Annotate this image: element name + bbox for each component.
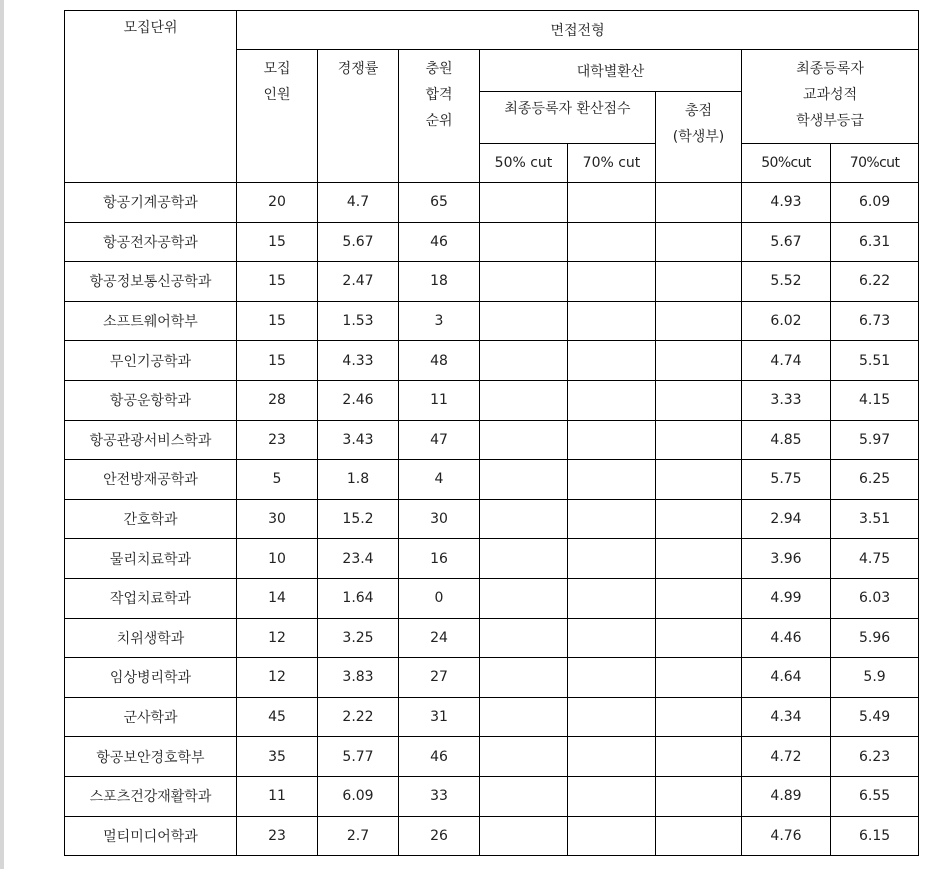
cell-g50: 5.75	[742, 460, 831, 500]
table-row	[65, 499, 919, 539]
cell-g50: 4.64	[742, 658, 831, 698]
cell-g70: 6.31	[831, 222, 919, 262]
cell-g70: 6.23	[831, 737, 919, 777]
header-final-score: 최종등록자 환산점수	[480, 92, 656, 144]
cell-empty	[568, 301, 656, 341]
cell-dept: 항공관광서비스학과	[65, 420, 237, 460]
cell-rank: 30	[399, 499, 480, 539]
cell-quota: 28	[237, 380, 318, 420]
cell-rate: 5.77	[318, 737, 399, 777]
cell-rank: 11	[399, 380, 480, 420]
cell-empty	[656, 697, 742, 737]
header-waitlist	[399, 50, 480, 183]
cell-empty	[568, 539, 656, 579]
cell-dept: 물리치료학과	[65, 539, 237, 579]
cell-quota: 15	[237, 341, 318, 381]
table-row	[65, 539, 919, 579]
cell-dept: 항공보안경호학부	[65, 737, 237, 777]
header-unit: 모집단위	[65, 11, 237, 183]
cell-empty	[656, 262, 742, 302]
cell-empty	[480, 380, 568, 420]
header-interview: 면접전형	[237, 11, 919, 50]
cell-empty	[568, 816, 656, 856]
cell-empty	[480, 578, 568, 618]
header-waitlist-line3: 순위	[425, 113, 453, 129]
cell-rate: 1.53	[318, 301, 399, 341]
cell-rate: 3.83	[318, 658, 399, 698]
cell-dept: 항공운항학과	[65, 380, 237, 420]
cell-empty	[656, 301, 742, 341]
cell-quota: 10	[237, 539, 318, 579]
cell-empty	[480, 420, 568, 460]
cell-empty	[480, 737, 568, 777]
cell-empty	[480, 697, 568, 737]
cell-empty	[568, 776, 656, 816]
left-border-strip	[0, 0, 4, 869]
cell-g50: 5.67	[742, 222, 831, 262]
header-waitlist-line2: 합격	[425, 87, 453, 103]
cell-g50: 6.02	[742, 301, 831, 341]
cell-empty	[656, 658, 742, 698]
cell-empty	[656, 183, 742, 223]
cell-rank: 46	[399, 222, 480, 262]
cell-rate: 1.64	[318, 578, 399, 618]
table-row	[65, 776, 919, 816]
cell-empty	[480, 183, 568, 223]
cell-empty	[480, 658, 568, 698]
cell-dept: 무인기공학과	[65, 341, 237, 381]
cell-empty	[480, 499, 568, 539]
cell-g70: 6.22	[831, 262, 919, 302]
cell-g50: 4.46	[742, 618, 831, 658]
cell-quota: 11	[237, 776, 318, 816]
cell-rank: 33	[399, 776, 480, 816]
cell-g70: 6.03	[831, 578, 919, 618]
cell-rank: 65	[399, 183, 480, 223]
cell-empty	[568, 499, 656, 539]
cell-g50: 4.85	[742, 420, 831, 460]
cell-rank: 48	[399, 341, 480, 381]
cell-quota: 12	[237, 658, 318, 698]
cell-rank: 4	[399, 460, 480, 500]
table-row	[65, 380, 919, 420]
header-total-line2: (학생부)	[672, 129, 725, 145]
cell-quota: 15	[237, 262, 318, 302]
header-cut70: 70% cut	[568, 144, 656, 183]
cell-g50: 4.99	[742, 578, 831, 618]
cell-empty	[480, 539, 568, 579]
cell-empty	[656, 776, 742, 816]
cell-quota: 20	[237, 183, 318, 223]
cell-g70: 5.9	[831, 658, 919, 698]
cell-g50: 3.33	[742, 380, 831, 420]
header-waitlist-line1: 충원	[425, 61, 453, 77]
header-final-grade-line2: 교과성적	[803, 87, 858, 103]
cell-g50: 4.89	[742, 776, 831, 816]
header-final-grade-line3: 학생부등급	[796, 113, 864, 129]
table-row	[65, 697, 919, 737]
cell-empty	[568, 578, 656, 618]
table-row	[65, 420, 919, 460]
header-total	[656, 92, 742, 183]
cell-empty	[656, 380, 742, 420]
cell-g70: 5.49	[831, 697, 919, 737]
cell-empty	[656, 737, 742, 777]
cell-rate: 23.4	[318, 539, 399, 579]
table-row	[65, 262, 919, 302]
table-row	[65, 301, 919, 341]
header-quota-line2: 인원	[263, 87, 291, 103]
cell-dept: 소프트웨어학부	[65, 301, 237, 341]
header-quota-line1: 모집	[263, 61, 291, 77]
cell-dept: 항공기계공학과	[65, 183, 237, 223]
cell-empty	[568, 380, 656, 420]
cell-empty	[480, 816, 568, 856]
cell-dept: 간호학과	[65, 499, 237, 539]
table-row	[65, 578, 919, 618]
cell-empty	[568, 618, 656, 658]
cell-dept: 임상병리학과	[65, 658, 237, 698]
cell-empty	[568, 737, 656, 777]
cell-g70: 6.25	[831, 460, 919, 500]
cell-g50: 5.52	[742, 262, 831, 302]
cell-dept: 군사학과	[65, 697, 237, 737]
cell-empty	[568, 460, 656, 500]
header-grade50: 50%cut	[742, 144, 831, 183]
table-row	[65, 658, 919, 698]
cell-g50: 4.93	[742, 183, 831, 223]
cell-g50: 2.94	[742, 499, 831, 539]
cell-quota: 15	[237, 301, 318, 341]
cell-g50: 4.74	[742, 341, 831, 381]
cell-empty	[656, 460, 742, 500]
cell-g70: 5.97	[831, 420, 919, 460]
cell-empty	[656, 499, 742, 539]
cell-empty	[568, 341, 656, 381]
cell-empty	[568, 420, 656, 460]
table-row	[65, 460, 919, 500]
cell-g70: 6.55	[831, 776, 919, 816]
cell-empty	[568, 697, 656, 737]
cell-rank: 26	[399, 816, 480, 856]
cell-g70: 3.51	[831, 499, 919, 539]
cell-quota: 35	[237, 737, 318, 777]
cell-rank: 18	[399, 262, 480, 302]
header-grade70: 70%cut	[831, 144, 919, 183]
cell-rate: 2.47	[318, 262, 399, 302]
cell-empty	[656, 578, 742, 618]
cell-rank: 24	[399, 618, 480, 658]
cell-g70: 5.96	[831, 618, 919, 658]
cell-rank: 31	[399, 697, 480, 737]
header-final-grade	[742, 50, 919, 144]
cell-g70: 6.73	[831, 301, 919, 341]
cell-quota: 14	[237, 578, 318, 618]
cell-dept: 스포츠건강재활학과	[65, 776, 237, 816]
cell-g70: 4.75	[831, 539, 919, 579]
cell-g50: 4.72	[742, 737, 831, 777]
cell-empty	[480, 222, 568, 262]
cell-rate: 4.7	[318, 183, 399, 223]
cell-quota: 45	[237, 697, 318, 737]
cell-g70: 4.15	[831, 380, 919, 420]
table-row	[65, 183, 919, 223]
cell-g50: 4.76	[742, 816, 831, 856]
cell-quota: 5	[237, 460, 318, 500]
cell-empty	[568, 658, 656, 698]
cell-empty	[480, 460, 568, 500]
header-quota	[237, 50, 318, 183]
cell-rate: 2.7	[318, 816, 399, 856]
cell-dept: 멀티미디어학과	[65, 816, 237, 856]
cell-dept: 항공전자공학과	[65, 222, 237, 262]
cell-rank: 0	[399, 578, 480, 618]
cell-empty	[568, 183, 656, 223]
cell-rate: 3.43	[318, 420, 399, 460]
cell-rank: 3	[399, 301, 480, 341]
header-cut50: 50% cut	[480, 144, 568, 183]
cell-rate: 15.2	[318, 499, 399, 539]
cell-empty	[656, 816, 742, 856]
cell-empty	[656, 420, 742, 460]
cell-dept: 안전방재공학과	[65, 460, 237, 500]
table-row	[65, 737, 919, 777]
cell-rate: 4.33	[318, 341, 399, 381]
cell-empty	[480, 618, 568, 658]
cell-empty	[480, 341, 568, 381]
cell-empty	[656, 341, 742, 381]
cell-empty	[656, 539, 742, 579]
header-competition: 경쟁률	[318, 50, 399, 183]
cell-empty	[480, 776, 568, 816]
header-final-grade-line1: 최종등록자	[796, 61, 864, 77]
admission-table	[64, 10, 919, 856]
cell-dept: 치위생학과	[65, 618, 237, 658]
table-row	[65, 618, 919, 658]
cell-g70: 6.09	[831, 183, 919, 223]
cell-g70: 5.51	[831, 341, 919, 381]
cell-rank: 46	[399, 737, 480, 777]
cell-quota: 23	[237, 420, 318, 460]
header-total-line1: 총점	[684, 103, 713, 119]
cell-empty	[480, 262, 568, 302]
table-row	[65, 341, 919, 381]
cell-rate: 6.09	[318, 776, 399, 816]
cell-rate: 2.46	[318, 380, 399, 420]
table-row	[65, 816, 919, 856]
cell-empty	[480, 301, 568, 341]
cell-empty	[656, 618, 742, 658]
cell-dept: 작업치료학과	[65, 578, 237, 618]
cell-empty	[568, 262, 656, 302]
cell-rate: 1.8	[318, 460, 399, 500]
cell-g50: 3.96	[742, 539, 831, 579]
cell-quota: 12	[237, 618, 318, 658]
cell-rank: 16	[399, 539, 480, 579]
cell-quota: 23	[237, 816, 318, 856]
table-row	[65, 222, 919, 262]
cell-empty	[656, 222, 742, 262]
cell-quota: 30	[237, 499, 318, 539]
cell-rate: 5.67	[318, 222, 399, 262]
header-univ-conversion: 대학별환산	[480, 50, 742, 92]
cell-rank: 47	[399, 420, 480, 460]
cell-empty	[568, 222, 656, 262]
cell-g70: 6.15	[831, 816, 919, 856]
cell-rate: 3.25	[318, 618, 399, 658]
cell-quota: 15	[237, 222, 318, 262]
cell-g50: 4.34	[742, 697, 831, 737]
cell-dept: 항공정보통신공학과	[65, 262, 237, 302]
cell-rank: 27	[399, 658, 480, 698]
cell-rate: 2.22	[318, 697, 399, 737]
